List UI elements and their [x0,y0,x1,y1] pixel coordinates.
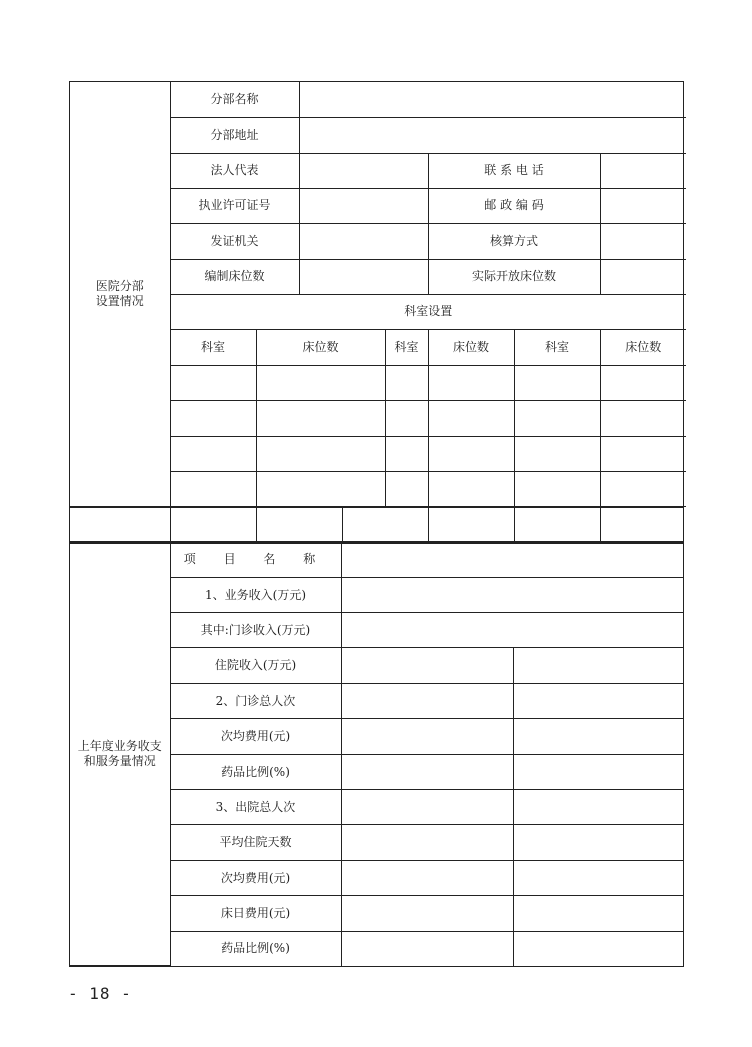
dept-cell[interactable] [514,506,600,542]
row-value[interactable] [341,861,513,896]
beds-cell[interactable] [428,436,514,471]
item-name-header: 项 目 名 称 [170,542,341,578]
dept-cell[interactable] [514,436,600,471]
actual-open-beds-label: 实际开放床位数 [428,259,600,294]
row-value-2[interactable] [513,684,683,719]
dept-cell[interactable] [514,471,600,506]
contact-phone-field[interactable] [600,153,686,188]
contact-phone-label: 联 系 电 话 [428,153,600,188]
beds-header: 床位数 [600,329,686,365]
beds-cell[interactable] [256,436,385,471]
row-value[interactable] [341,719,513,755]
dept-cell[interactable] [170,506,256,542]
beds-cell[interactable] [256,365,385,400]
row-value[interactable] [341,896,513,932]
dept-cell[interactable] [385,471,428,506]
row-label: 3、出院总人次 [170,790,341,825]
staffed-beds-field[interactable] [299,259,428,294]
section1-label [70,82,170,506]
item-name-value[interactable] [341,542,683,578]
beds-cell[interactable] [600,365,686,400]
branch-setup-table-tail [70,506,683,543]
beds-cell[interactable] [256,471,385,506]
beds-header: 床位数 [256,329,385,365]
row-value-2[interactable] [513,648,683,684]
row-label: 次均费用(元) [170,861,341,896]
license-no-field[interactable] [299,188,428,223]
row-value-2[interactable] [513,861,683,896]
section2-label-text: 上年度业务收支 和服务量情况 [77,738,162,768]
beds-cell[interactable] [600,436,686,471]
row-label: 2、门诊总人次 [170,684,341,719]
postal-code-field[interactable] [600,188,686,223]
row-label: 床日费用(元) [170,896,341,932]
beds-cell[interactable] [428,471,514,506]
license-no-label: 执业许可证号 [170,188,299,223]
dept-header: 科室 [514,329,600,365]
beds-cell[interactable] [600,506,683,542]
beds-cell[interactable] [256,506,342,542]
section1-label-text: 医院分部 设置情况 [95,278,144,308]
dept-cell[interactable] [385,400,428,436]
row-value[interactable] [341,684,513,719]
row-label: 其中:门诊收入(万元) [170,613,341,648]
legal-rep-field[interactable] [299,153,428,188]
beds-cell[interactable] [256,400,385,436]
beds-cell[interactable] [428,400,514,436]
dept-cell[interactable] [170,400,256,436]
dept-cell[interactable] [342,506,428,542]
row-value-2[interactable] [513,719,683,755]
row-label: 次均费用(元) [170,719,341,755]
dept-cell[interactable] [170,436,256,471]
accounting-method-field[interactable] [600,223,686,259]
row-value-2[interactable] [513,790,683,825]
dept-setup-heading: 科室设置 [170,294,686,329]
branch-setup-last-row [69,506,684,544]
business-summary-form [69,541,684,967]
page-number: - 18 - [68,984,132,1003]
dept-cell[interactable] [514,365,600,400]
branch-name-field[interactable] [299,82,686,117]
dept-cell[interactable] [514,400,600,436]
row-value[interactable] [341,825,513,861]
row-label: 住院收入(万元) [170,648,341,684]
row-label: 药品比例(%) [170,755,341,790]
legal-rep-label: 法人代表 [170,153,299,188]
row-value[interactable] [341,755,513,790]
section2-label [70,542,170,966]
dept-cell[interactable] [170,471,256,506]
section1-label-continuation [70,506,170,542]
row-label: 药品比例(%) [170,932,341,966]
dept-cell[interactable] [385,365,428,400]
row-value-2[interactable] [513,932,683,966]
row-value[interactable] [341,648,513,684]
dept-header: 科室 [385,329,428,365]
branch-name-label: 分部名称 [170,82,299,117]
issuing-authority-field[interactable] [299,223,428,259]
staffed-beds-label: 编制床位数 [170,259,299,294]
row-value[interactable] [341,932,513,966]
actual-open-beds-field[interactable] [600,259,686,294]
row-value[interactable] [341,578,683,613]
branch-address-label: 分部地址 [170,117,299,153]
beds-cell[interactable] [600,471,686,506]
row-value[interactable] [341,790,513,825]
beds-header: 床位数 [428,329,514,365]
beds-cell[interactable] [428,506,514,542]
beds-cell[interactable] [600,400,686,436]
row-value-2[interactable] [513,896,683,932]
row-label: 1、业务收入(万元) [170,578,341,613]
branch-address-field[interactable] [299,117,686,153]
dept-cell[interactable] [170,365,256,400]
accounting-method-label: 核算方式 [428,223,600,259]
row-value-2[interactable] [513,825,683,861]
hospital-branch-form [69,81,684,508]
issuing-authority-label: 发证机关 [170,223,299,259]
dept-header: 科室 [170,329,256,365]
row-value[interactable] [341,613,683,648]
dept-cell[interactable] [385,436,428,471]
postal-code-label: 邮 政 编 码 [428,188,600,223]
row-value-2[interactable] [513,755,683,790]
row-label: 平均住院天数 [170,825,341,861]
business-summary-table [70,541,683,966]
branch-setup-table [70,82,686,507]
beds-cell[interactable] [428,365,514,400]
